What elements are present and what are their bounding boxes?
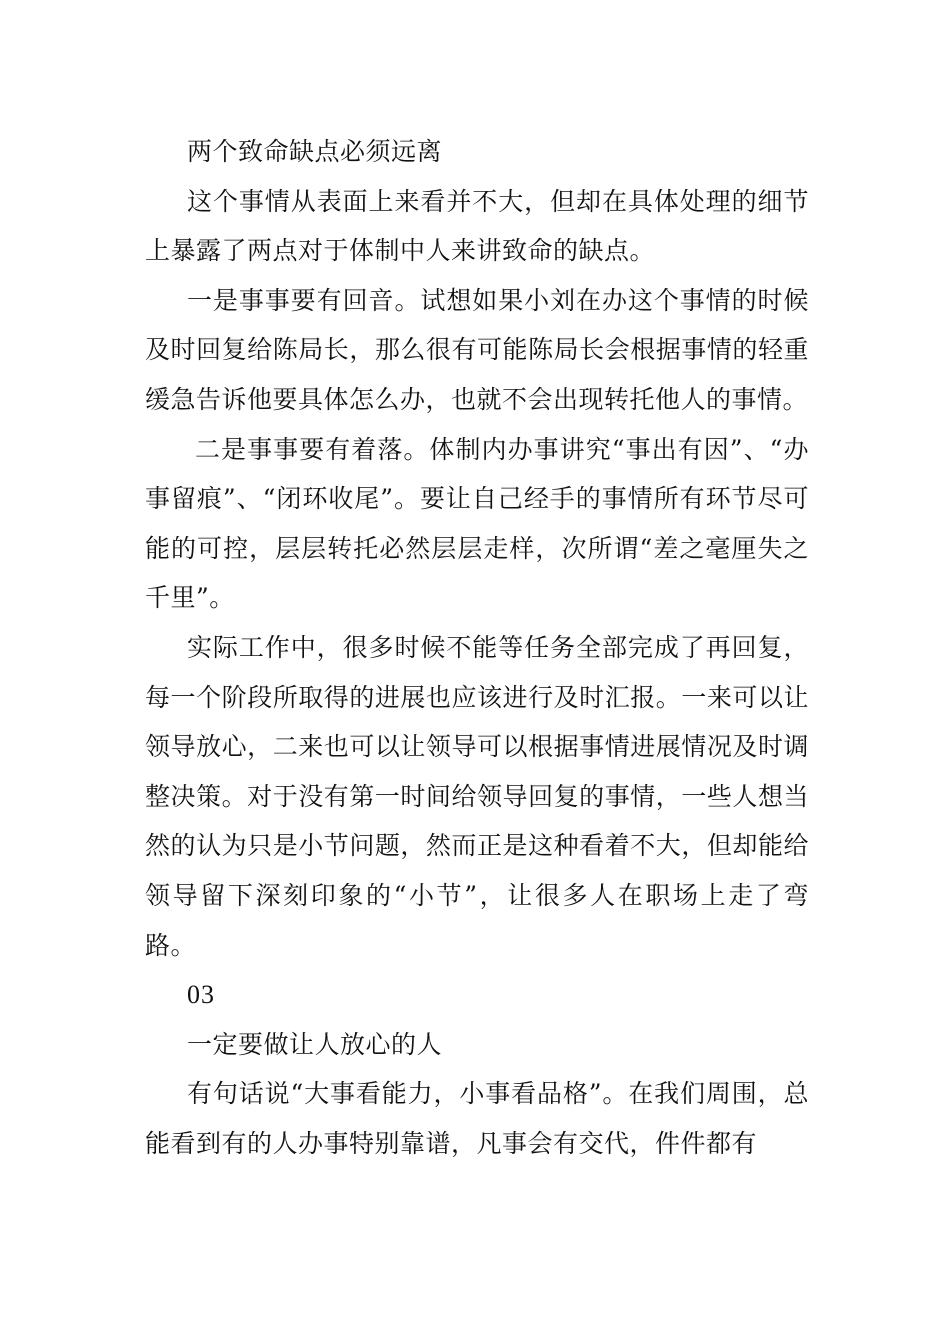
document-body — [145, 127, 809, 1168]
body-paragraph: 实际工作中，很多时候不能等任务全部完成了再回复，每一个阶段所取得的进展也应该进行及时汇报。一来可以让领导放心，二来也可以让领导可以根据事情进展情况及时调整决策。对于没有第一时间给领导回复的事情，一些人想当然的认为只是小节问题，然而正是这种看着不大，但却能给领导留下深刻印象的“小节”，让很多人在职场上走了弯路。 — [145, 632, 809, 960]
body-paragraph: 二是事事要有着落。体制内办事讲究“事出有因”、“办事留痕”、“闭环收尾”。要让自己经手的事情所有环节尽可能的可控，层层转托必然层层走样，次所谓“差之毫厘失之千里”。 — [145, 434, 809, 613]
body-paragraph: 有句话说“大事看能力，小事看品格”。在我们周围，总能看到有的人办事特别靠谱，凡事会有交代，件件都有 — [145, 1079, 809, 1158]
section-heading: 两个致命缺点必须远离 — [187, 137, 443, 166]
body-paragraph: 这个事情从表面上来看并不大，但却在具体处理的细节上暴露了两点对于体制中人来讲致命的缺点。 — [145, 186, 809, 266]
section-number: 03 — [187, 980, 215, 1010]
section-heading: 一定要做让人放心的人 — [187, 1029, 443, 1059]
body-paragraph: 一是事事要有回音。试想如果小刘在办这个事情的时候及时回复给陈局长，那么很有可能陈局长会根据事情的轻重缓急告诉他要具体怎么办，也就不会出现转托他人的事情。 — [145, 285, 809, 414]
